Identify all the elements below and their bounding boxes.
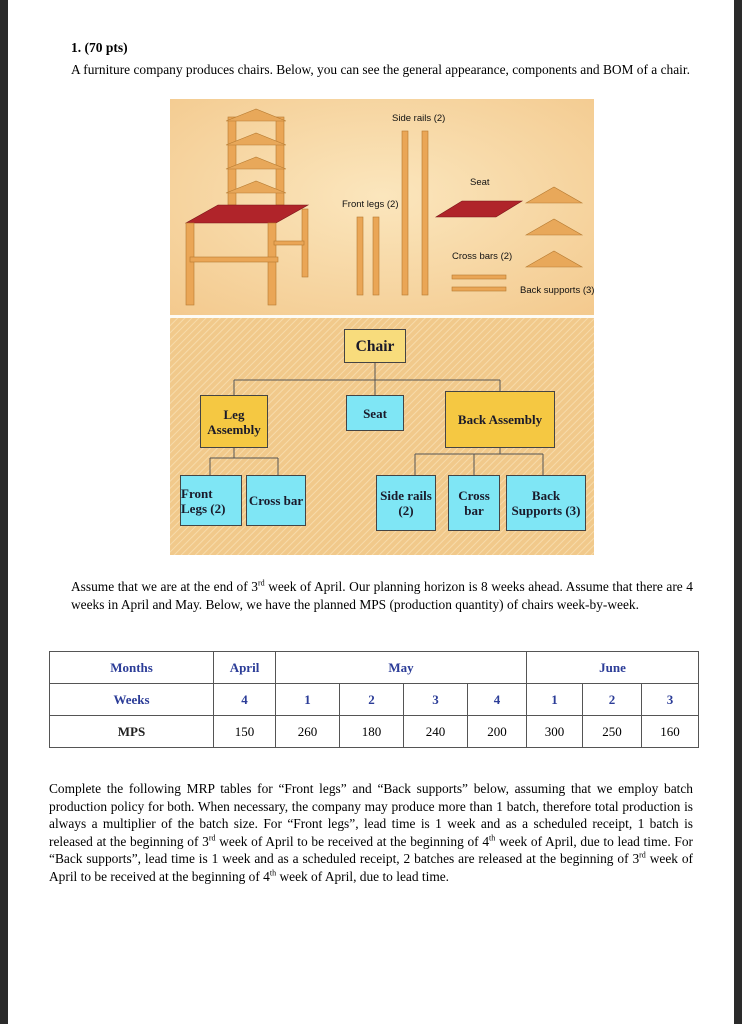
intro-paragraph: A furniture company produces chairs. Below, you can see the general appearance, components and BOM of a chair. bbox=[71, 62, 690, 77]
mps-cell: 300 bbox=[527, 716, 583, 748]
front-legs-label: Front legs (2) bbox=[342, 199, 399, 210]
bom-node-leg-assembly: Leg Assembly bbox=[200, 395, 268, 448]
mps-cell: 240 bbox=[404, 716, 468, 748]
week-cell: 4 bbox=[468, 684, 527, 716]
month-cell-may: May bbox=[276, 652, 527, 684]
table-row-months bbox=[50, 652, 699, 684]
week-cell: 3 bbox=[642, 684, 699, 716]
bom-node-cross-bar-leg: Cross bar bbox=[246, 475, 306, 526]
back-supports-label: Back supports (3) bbox=[520, 285, 594, 296]
mps-cell: 150 bbox=[214, 716, 276, 748]
mps-table bbox=[49, 651, 699, 748]
bom-node-back-assembly: Back Assembly bbox=[445, 391, 555, 448]
bom-node-seat: Seat bbox=[346, 395, 404, 431]
chair-figure bbox=[170, 99, 594, 555]
instructions-paragraph: Complete the following MRP tables for “Front legs” and “Back supports” below, assuming that we employ batch production policy for both. When necessary, the company may produce more than 1 batch, therefore total production is always a multiplier of the batch size. For “Front legs”, lead time is 1 week and as a scheduled receipt, 1 batch is released at the beginning of 3rd week of April to be received at the beginning of 4th week of April, due to lead time. For “Back supports”, lead time is 1 week and as a scheduled receipt, 2 batches are released at the beginning of 3rd week of April to be received at the beginning of 4th week of April, due to lead time. bbox=[49, 781, 693, 884]
table-row-mps bbox=[50, 716, 699, 748]
seat-label: Seat bbox=[470, 177, 490, 188]
month-cell-april: April bbox=[214, 652, 276, 684]
week-cell: 4 bbox=[214, 684, 276, 716]
table-row-weeks bbox=[50, 684, 699, 716]
question-title: 1. (70 pts) bbox=[71, 40, 128, 55]
row-header-months: Months bbox=[50, 652, 214, 684]
week-cell: 2 bbox=[340, 684, 404, 716]
assumption-paragraph: Assume that we are at the end of 3rd week of April. Our planning horizon is 8 weeks ahead. Assume that there are 4 weeks in April and May. Below, we have the planned MPS (production quantity) of chairs week-by-week. bbox=[71, 578, 693, 612]
bom-diagram bbox=[170, 318, 594, 555]
bom-node-chair: Chair bbox=[344, 329, 406, 363]
week-cell: 1 bbox=[276, 684, 340, 716]
bom-node-front-legs: Front Legs (2) bbox=[180, 475, 242, 526]
bom-node-side-rails: Side rails (2) bbox=[376, 475, 436, 531]
side-rails-label: Side rails (2) bbox=[392, 113, 446, 124]
week-cell: 1 bbox=[527, 684, 583, 716]
week-cell: 3 bbox=[404, 684, 468, 716]
month-cell-june: June bbox=[527, 652, 699, 684]
row-header-mps: MPS bbox=[50, 716, 214, 748]
week-cell: 2 bbox=[583, 684, 642, 716]
cross-bars-label: Cross bars (2) bbox=[452, 251, 513, 262]
row-header-weeks: Weeks bbox=[50, 684, 214, 716]
mps-cell: 250 bbox=[583, 716, 642, 748]
bom-node-cross-bar-back: Cross bar bbox=[448, 475, 500, 531]
mps-cell: 260 bbox=[276, 716, 340, 748]
bom-node-back-supports: Back Supports (3) bbox=[506, 475, 586, 531]
mps-cell: 180 bbox=[340, 716, 404, 748]
document-page bbox=[8, 0, 734, 1024]
mps-cell: 200 bbox=[468, 716, 527, 748]
chair-components-illustration bbox=[170, 99, 594, 315]
mps-cell: 160 bbox=[642, 716, 699, 748]
